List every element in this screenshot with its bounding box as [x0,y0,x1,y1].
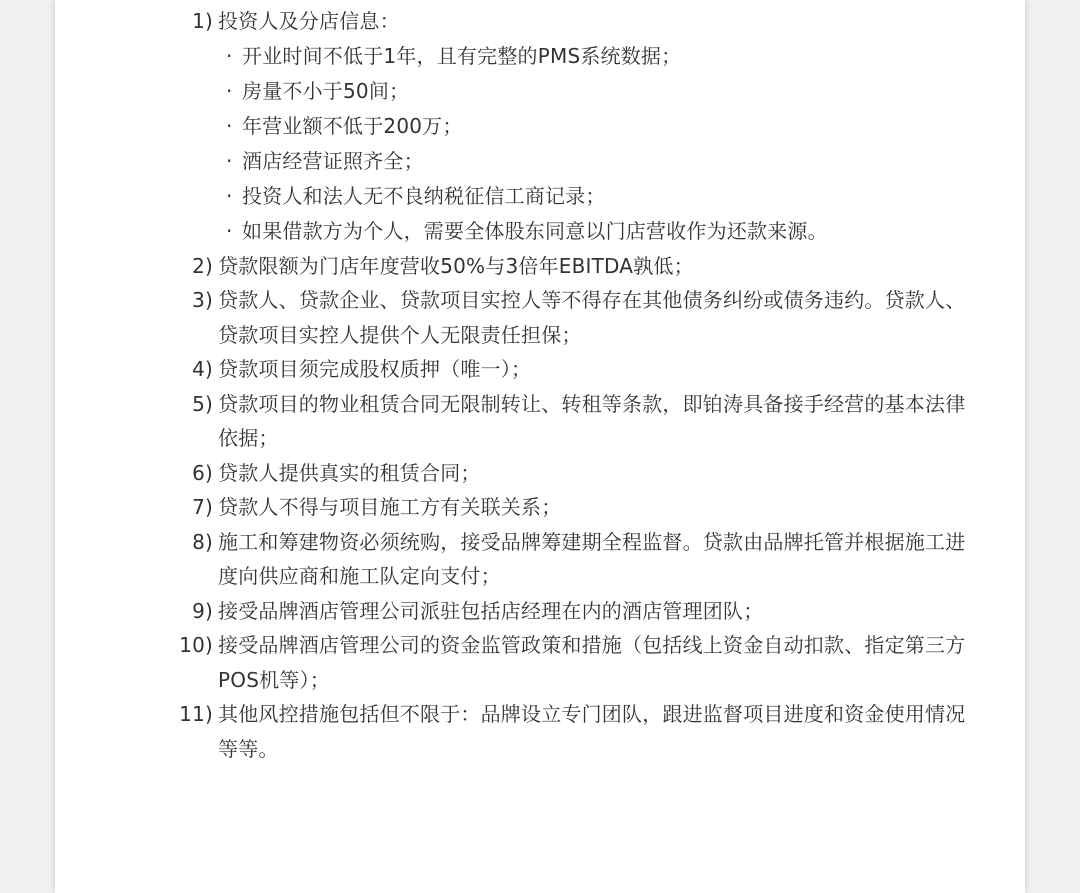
list-item [55,4,1025,249]
item-text: 投资人及分店信息： [218,9,400,33]
item-text: 贷款人、贷款企业、贷款项目实控人等不得存在其他债务纠纷或债务违约。贷款人、贷款项目实控人提供个人无限责任担保； [218,288,966,347]
document-page [55,0,1025,893]
sub-list [218,39,985,249]
list-item [55,697,1025,766]
item-number: 11) [179,702,213,726]
sub-item-text: 酒店经营证照齐全； [242,148,424,173]
list-item [55,387,1025,456]
list-item [55,628,1025,697]
bullet-icon: · [226,43,233,68]
item-number: 2) [192,253,213,278]
bullet-icon: · [226,113,233,138]
list-item [55,456,1025,491]
item-number: 10) [179,633,213,657]
item-number: 1) [192,9,213,33]
list-item [55,525,1025,594]
bullet-icon: · [226,183,233,208]
sub-item-text: 年营业额不低于200万； [242,113,463,138]
item-text: 接受品牌酒店管理公司派驻包括店经理在内的酒店管理团队； [218,598,764,623]
requirements-list [55,4,1025,766]
sub-list-item [218,144,985,179]
item-text: 接受品牌酒店管理公司的资金监管政策和措施（包括线上资金自动扣款、指定第三方POS机等）； [218,633,966,692]
item-text: 贷款项目的物业租赁合同无限制转让、转租等条款，即铂涛具备接手经营的基本法律依据； [218,391,966,450]
item-text: 贷款人不得与项目施工方有关联关系； [218,495,562,519]
item-number: 4) [192,357,213,381]
sub-item-text: 投资人和法人无不良纳税征信工商记录； [242,183,606,208]
bullet-icon: · [226,148,233,173]
list-item [55,283,1025,352]
sub-list-item [218,214,985,249]
item-text: 施工和筹建物资必须统购，接受品牌筹建期全程监督。贷款由品牌托管并根据施工进度向供应商和施工队定向支付； [218,529,966,588]
sub-item-text: 房量不小于50间； [242,78,410,103]
list-item [55,490,1025,525]
bullet-icon: · [226,218,233,243]
item-number: 6) [192,460,213,485]
bullet-icon: · [226,78,233,103]
sub-list-item [218,109,985,144]
sub-list-item [218,39,985,74]
item-number: 9) [192,598,213,623]
item-number: 7) [192,495,213,519]
item-text: 其他风控措施包括但不限于：品牌设立专门团队，跟进监督项目进度和资金使用情况等等。 [218,702,966,761]
item-number: 3) [192,288,213,312]
list-item [55,249,1025,284]
item-text: 贷款限额为门店年度营收50%与3倍年EBITDA孰低； [218,253,694,278]
sub-list-item [218,74,985,109]
item-number: 8) [192,529,213,554]
item-number: 5) [192,391,213,416]
item-text: 贷款项目须完成股权质押（唯一）； [218,357,532,381]
list-item [55,352,1025,387]
sub-item-text: 开业时间不低于1年，且有完整的PMS系统数据； [242,43,682,68]
sub-list-item [218,179,985,214]
sub-item-text: 如果借款方为个人，需要全体股东同意以门店营收作为还款来源。 [242,218,828,243]
list-item [55,594,1025,629]
item-text: 贷款人提供真实的租赁合同； [218,460,481,485]
